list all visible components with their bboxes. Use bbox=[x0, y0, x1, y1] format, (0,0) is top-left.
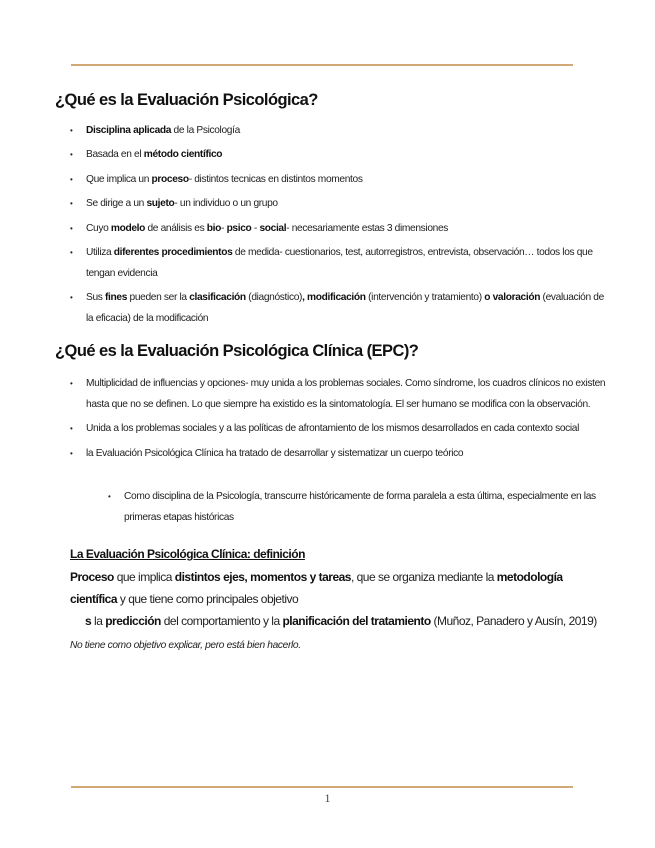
definition-note: No tiene como objetivo explicar, pero está bien hacerlo. bbox=[70, 640, 301, 651]
text-span: - un individuo o un grupo bbox=[174, 198, 278, 210]
text-span: (intervención y tratamiento) bbox=[365, 292, 485, 304]
text-span: - distintos tecnicas en distintos momentos bbox=[188, 173, 363, 185]
bold-text: clasificación bbox=[189, 292, 246, 304]
bold-text: método científico bbox=[143, 149, 223, 161]
text-span: la Evaluación Psicológica Clínica ha tratado de desarrollar y sistematizar un cuerpo teórico bbox=[86, 447, 464, 459]
page-number: 1 bbox=[324, 791, 331, 805]
bold-text: sujeto bbox=[146, 198, 175, 210]
bullet-sublist-epc bbox=[108, 486, 608, 531]
text-span: y que tiene como bbox=[117, 592, 207, 606]
bottom-divider bbox=[71, 786, 573, 788]
text-span: Se dirige a un bbox=[86, 198, 147, 210]
bullet-list-evaluacion bbox=[70, 120, 610, 333]
list-item bbox=[70, 242, 610, 284]
text-span: Unida a los problemas sociales y a las políticas de afrontamiento de los mismos desarrollados en cada contexto social bbox=[86, 423, 580, 435]
bold-text: s bbox=[85, 614, 92, 628]
list-item bbox=[70, 373, 610, 415]
text-span: Como disciplina de la Psicología, transcurre históricamente de forma paralela a esta última, especialmente en las primeras etapas históricas bbox=[124, 491, 596, 523]
list-item bbox=[70, 287, 610, 329]
list-item bbox=[70, 120, 610, 141]
text-span: la bbox=[91, 614, 106, 628]
text-span: Cuyo bbox=[86, 222, 111, 234]
text-span: Sus bbox=[86, 292, 105, 304]
bold-text: Disciplina aplicada bbox=[86, 125, 172, 136]
list-item bbox=[70, 418, 610, 439]
bold-text: distintos ejes, momentos y tareas bbox=[174, 570, 351, 584]
text-span: Multiplicidad de influencias y opciones- muy unida a los problemas sociales. Como síndrome, los cuadros clínicos no existen hasta que no se definen. Lo que siempre ha existido es la sintomatología. El ser humano se modifica con la observación. bbox=[86, 378, 606, 410]
bold-text: modelo bbox=[110, 222, 145, 234]
bold-text: psico bbox=[226, 222, 252, 234]
definition-paragraph bbox=[70, 566, 610, 632]
text-span: Basada en el bbox=[86, 149, 144, 161]
top-divider bbox=[71, 64, 573, 66]
section-heading-evaluacion: ¿Qué es la Evaluación Psicológica? bbox=[55, 91, 318, 109]
list-item bbox=[70, 218, 610, 239]
section-heading-epc: ¿Qué es la Evaluación Psicológica Clínica (EPC)? bbox=[55, 342, 419, 360]
bold-text: planificación del tratamiento bbox=[282, 614, 431, 628]
text-span: pueden ser la bbox=[127, 292, 190, 304]
text-span: , que se organiza mediante la bbox=[350, 570, 497, 584]
text-span: de análisis es bbox=[145, 222, 207, 234]
bullet-list-epc bbox=[70, 373, 610, 467]
bold-text: diferentes procedimientos bbox=[113, 246, 233, 258]
text-span: - bbox=[251, 222, 260, 234]
list-item bbox=[70, 144, 610, 165]
bold-text: bio bbox=[206, 222, 222, 234]
bold-text: metodología científica bbox=[70, 570, 563, 606]
bold-text: o valoración bbox=[484, 292, 541, 304]
text-span: - bbox=[221, 222, 227, 234]
text-span: Utiliza bbox=[86, 246, 114, 258]
list-item bbox=[70, 169, 610, 190]
text-span: (diagnóstico) bbox=[245, 292, 303, 304]
bold-text: social bbox=[259, 222, 287, 234]
text-span: (Muñoz, Panadero y Ausín, 2019) bbox=[430, 614, 597, 628]
bold-text: fines bbox=[105, 292, 128, 304]
list-item bbox=[70, 443, 610, 464]
text-span: que implica bbox=[113, 570, 175, 584]
text-span: (evaluación de la eficacia) de la modificación bbox=[86, 292, 604, 325]
text-span: del comportamiento y la bbox=[160, 614, 283, 628]
text-span: de medida- cuestionarios, test, autorregistros, entrevista, observación… todos los que tengan evidencia bbox=[86, 246, 593, 279]
text-span: principales objetivo bbox=[206, 592, 299, 606]
text-span: - necesariamente estas 3 dimensiones bbox=[286, 222, 449, 234]
list-item bbox=[108, 486, 608, 528]
definition-title: La Evaluación Psicológica Clínica: definición bbox=[70, 547, 305, 561]
list-item bbox=[70, 193, 610, 214]
bold-text: , modificación bbox=[302, 292, 366, 304]
bold-text: Proceso bbox=[70, 570, 114, 584]
bold-text: predicción bbox=[105, 614, 161, 628]
text-span: Que implica un bbox=[86, 173, 152, 185]
bold-text: proceso bbox=[151, 173, 189, 185]
text-span: de la Psicología bbox=[171, 125, 240, 136]
